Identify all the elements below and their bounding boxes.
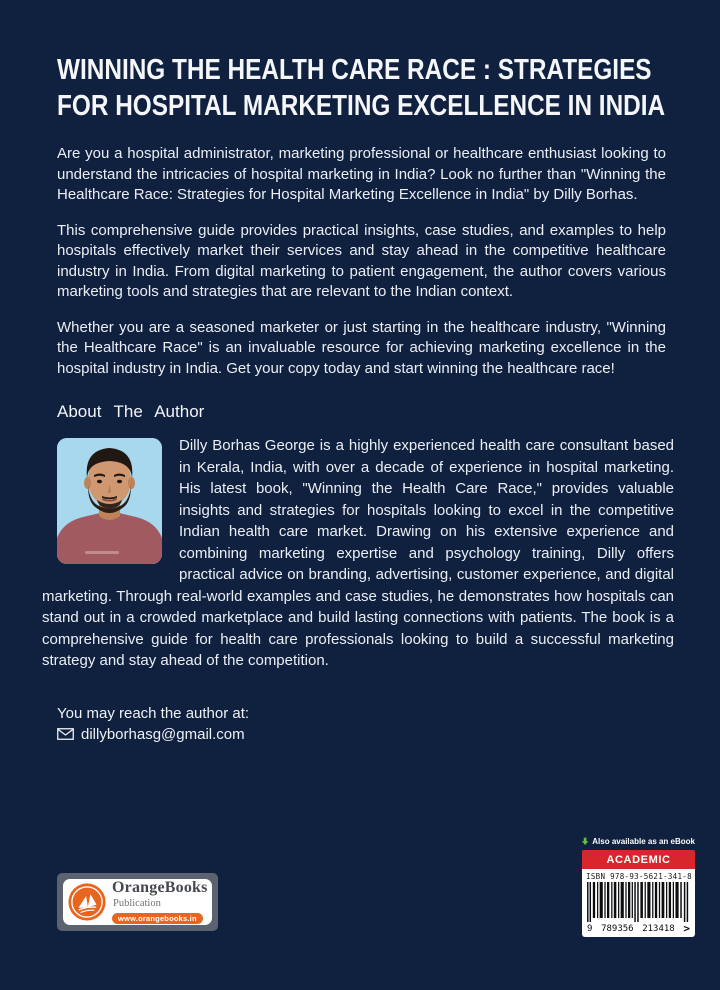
description-paragraph-2: This comprehensive guide provides practical insights, case studies, and examples to help hospitals effectively market their services and stay ahead in the competitive healthcare industry in India. From digital marketing to patient engagement, the author covers various marketing tools and strategies that are relevant to the Indian context. — [57, 221, 666, 300]
barcode-bars — [586, 882, 691, 922]
category-badge: ACADEMIC — [582, 850, 695, 869]
isbn-label: ISBN 978-93-5621-341-8 — [586, 872, 692, 881]
book-title-line-2: FOR HOSPITAL MARKETING EXCELLENCE IN INDIA — [57, 90, 666, 122]
barcode-digit-group-2: 789356 — [601, 923, 634, 934]
author-portrait-illustration — [57, 438, 162, 564]
publisher-type: Publication — [113, 898, 161, 909]
about-author-section — [42, 435, 674, 672]
download-arrow-icon — [582, 836, 588, 847]
contact-intro: You may reach the author at: — [57, 704, 250, 722]
description-paragraph-1: Are you a hospital administrator, marketing professional or healthcare enthusiast looking to understand the intricacies of hospital marketing in India? Look no further than "Winning the Healthcare Race: Strategies for Hospital Marketing Excellence in India" by Dilly Borhas. — [57, 145, 666, 203]
author-email: dillyborhasg@gmail.com — [81, 725, 245, 743]
contact-section — [57, 703, 666, 745]
book-title — [57, 52, 666, 124]
publisher-website: www.orangebooks.in — [112, 913, 203, 925]
barcode-digit-group-1: 9 — [587, 923, 593, 934]
book-title-line-1: WINNING THE HEALTH CARE RACE : STRATEGIES — [57, 54, 652, 86]
ebook-availability-note — [582, 836, 695, 847]
description-paragraph-3: Whether you are a seasoned marketer or just starting in the healthcare industry, "Winning the Healthcare Race" is an invaluable resource for achieving marketing excellence in the hospital industry in India. Get your copy today and start winning the healthcare race! — [57, 318, 666, 377]
orangebooks-logo-icon — [68, 883, 106, 921]
barcode-digits — [586, 922, 691, 935]
publisher-logo-box — [57, 873, 218, 931]
publisher-name: OrangeBooks — [112, 879, 208, 896]
about-author-heading: About The Author — [57, 402, 205, 421]
author-bio-text: Dilly Borhas George is a highly experienced health care consultant based in Kerala, India, with over a decade of experience in hospital marketing. His latest book, "Winning the Health Care Race," provides valuable insights and strategies for hospitals looking to excel in the competitive Indian health care market. Drawing on his extensive experience and combining marketing expertise and psychology training, Dilly offers practical advice on branding, advertising, customer experience, and digital marketing. Through real-world examples and case studies, he demonstrates how hospitals can stand out in a crowded marketplace and build lasting connections with patients. The book is a comprehensive guide for health care professionals looking to build a successful marketing strategy and stay ahead of the competition. — [42, 437, 674, 669]
barcode-arrow: > — [683, 922, 690, 935]
barcode-block — [582, 836, 695, 937]
isbn-barcode-card — [582, 869, 695, 937]
publisher-card — [63, 879, 212, 925]
ebook-note-text: Also available as an eBook — [592, 837, 695, 846]
author-photo — [57, 438, 162, 564]
barcode-digit-group-3: 213418 — [642, 923, 675, 934]
envelope-icon — [57, 728, 74, 740]
